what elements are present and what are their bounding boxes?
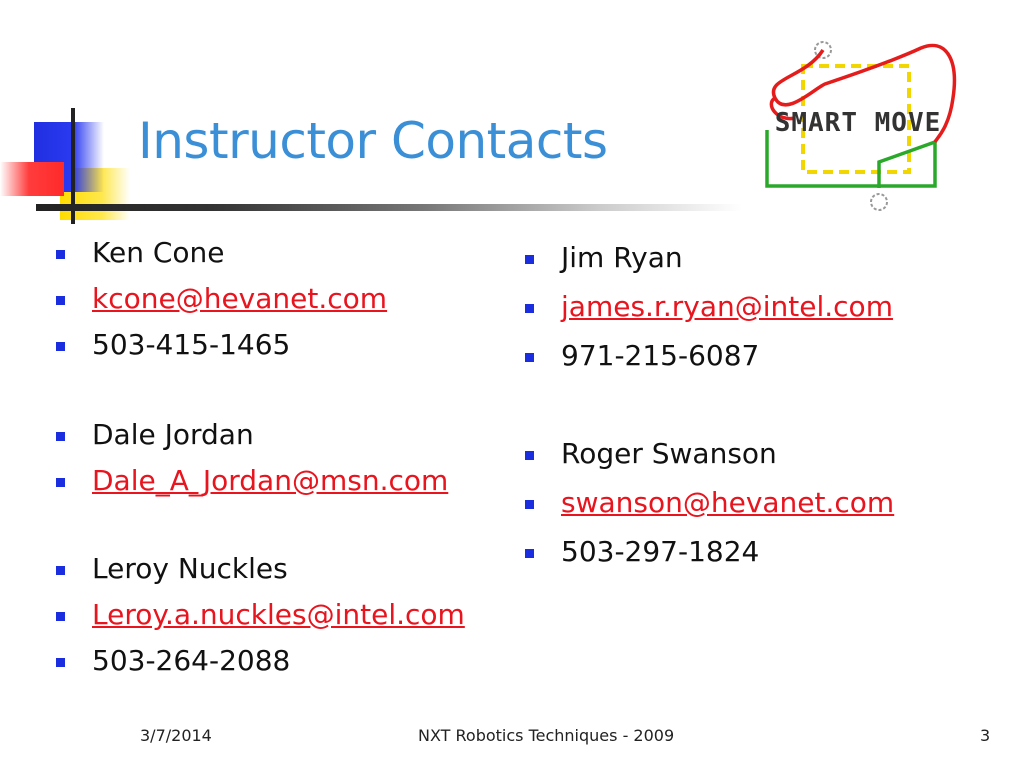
contact-item [92, 552, 288, 585]
contact-item[interactable] [92, 282, 387, 315]
contact-item[interactable] [92, 598, 465, 631]
contact-item[interactable] [561, 290, 893, 323]
bullet-icon [56, 612, 65, 621]
bullet-icon [525, 500, 534, 509]
contact-item [561, 437, 777, 470]
footer-page-number: 3 [980, 726, 991, 745]
bullet-icon [525, 304, 534, 313]
bullet-icon [525, 353, 534, 362]
bullet-icon [56, 296, 65, 305]
contact-item [561, 339, 759, 372]
contact-item [92, 418, 254, 451]
email-link[interactable]: kcone@hevanet.com [92, 282, 388, 315]
bullet-icon [56, 342, 65, 351]
contact-text: Roger Swanson [561, 437, 777, 470]
email-link[interactable]: Leroy.a.nuckles@intel.com [92, 598, 465, 631]
bullet-icon [56, 478, 65, 487]
footer-date: 3/7/2014 [140, 726, 212, 745]
email-link[interactable]: james.r.ryan@intel.com [561, 290, 893, 323]
slide-title: Instructor Contacts [138, 112, 608, 170]
contact-item[interactable] [561, 486, 894, 519]
contact-text: Dale Jordan [92, 418, 254, 451]
logo-text: SMART MOVE [774, 108, 942, 138]
title-underline [36, 204, 742, 211]
contact-text: Jim Ryan [561, 241, 683, 274]
contact-item [561, 241, 683, 274]
contact-item[interactable] [92, 464, 448, 497]
contact-text: Ken Cone [92, 236, 225, 269]
email-link[interactable]: swanson@hevanet.com [561, 486, 895, 519]
email-link[interactable]: Dale_A_Jordan@msn.com [92, 464, 449, 497]
contact-item [92, 328, 290, 361]
bullet-icon [525, 451, 534, 460]
decor-red-block [0, 162, 64, 196]
contact-text: 503-415-1465 [92, 328, 291, 361]
contact-item [92, 644, 290, 677]
contact-text: 971-215-6087 [561, 339, 760, 372]
bullet-icon [56, 566, 65, 575]
bullet-icon [56, 250, 65, 259]
contact-item [92, 236, 225, 269]
contact-text: 503-264-2088 [92, 644, 291, 677]
bullet-icon [525, 549, 534, 558]
bullet-icon [56, 658, 65, 667]
contact-item [561, 535, 759, 568]
contact-text: 503-297-1824 [561, 535, 760, 568]
contact-text: Leroy Nuckles [92, 552, 288, 585]
bullet-icon [56, 432, 65, 441]
footer-title: NXT Robotics Techniques - 2009 [418, 726, 675, 745]
bullet-icon [525, 255, 534, 264]
